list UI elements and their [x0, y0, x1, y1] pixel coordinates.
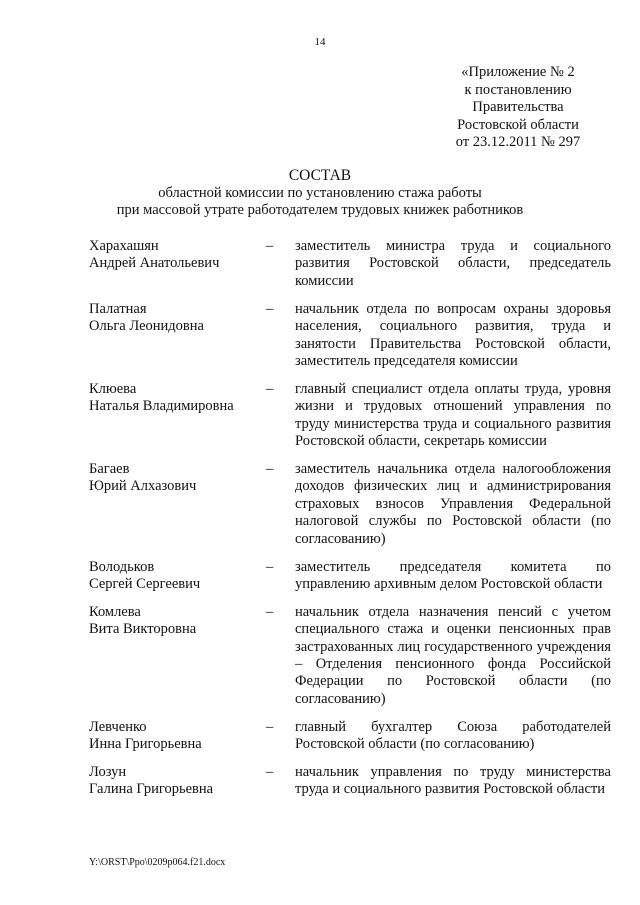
member-given-names: Инна Григорьевна: [89, 736, 202, 753]
member-position: заместитель начальника отдела налогообложения доходов физических лиц и администрирования страховых взносов Управления Федеральной налоговой службы по Ростовской области (по согласованию): [295, 460, 611, 547]
member-row: [89, 559, 611, 594]
appendix-header: [438, 64, 598, 152]
appendix-line: к постановлению: [464, 81, 572, 98]
member-name: [89, 381, 264, 451]
dash-separator: –: [266, 460, 274, 477]
dash-separator: –: [266, 238, 274, 254]
member-position: главный специалист отдела оплаты труда, уровня жизни и трудовых отношений управления по труду министерства труда и социального развития Ростовской области, секретарь комиссии: [295, 380, 611, 450]
member-surname: Комлева: [89, 603, 141, 620]
member-position: заместитель председателя комитета по управлению архивным делом Ростовской области: [295, 558, 611, 592]
title-block: [60, 166, 580, 219]
member-name: [89, 604, 264, 708]
member-given-names: Сергей Сергеевич: [89, 575, 201, 592]
member-row: [89, 764, 611, 799]
member-surname: Левченко: [89, 718, 147, 735]
member-given-names: Андрей Анатольевич: [89, 255, 220, 272]
appendix-line: Ростовской области: [457, 116, 579, 133]
member-name: [89, 461, 264, 548]
dash-separator: –: [266, 603, 274, 620]
member-row: [89, 381, 611, 451]
member-position: начальник управления по труду министерства труда и социального развития Ростовской области: [295, 764, 611, 798]
member-row: [89, 461, 611, 548]
dash-separator: –: [266, 764, 274, 781]
member-row: [89, 301, 611, 371]
member-surname: Багаев: [89, 460, 130, 477]
member-row: [89, 719, 611, 754]
dash-separator: –: [266, 380, 274, 397]
appendix-line: от 23.12.2011 № 297: [455, 134, 581, 150]
member-name: [89, 559, 264, 594]
dash-separator: –: [266, 718, 274, 735]
member-given-names: Галина Григорьевна: [89, 781, 214, 798]
member-surname: Харахашян: [89, 238, 159, 254]
member-position: начальник отдела назначения пенсий с учетом специального стажа и оценки пенсионных прав застрахованных лиц государственного учреждения – Отделения пенсионного фонда Российской Федерации по Ростовской области (по согласованию): [295, 603, 611, 707]
document-subtitle-line: областной комиссии по установлению стажа работы: [158, 185, 482, 201]
member-surname: Лозун: [89, 764, 127, 781]
page-number: 14: [314, 36, 326, 48]
member-surname: Володьков: [89, 558, 155, 575]
member-position: заместитель министра труда и социального развития Ростовской области, председатель комиссии: [295, 238, 611, 289]
member-given-names: Наталья Владимировна: [89, 398, 234, 415]
dash-separator: –: [266, 300, 274, 317]
appendix-line: «Приложение № 2: [461, 64, 575, 80]
member-name: [89, 238, 264, 290]
document-title: СОСТАВ: [288, 167, 352, 184]
member-position: начальник отдела по вопросам охраны здоровья населения, социального развития, труда и занятости Правительства Ростовской области, заместитель председателя комиссии: [295, 300, 611, 369]
dash-separator: –: [266, 558, 274, 575]
document-subtitle-line: при массовой утрате работодателем трудовых книжек работников: [116, 202, 524, 218]
member-row: [89, 238, 611, 290]
member-name: [89, 719, 264, 754]
member-row: [89, 604, 611, 708]
appendix-line: Правительства: [472, 99, 564, 115]
member-given-names: Ольга Леонидовна: [89, 318, 204, 335]
member-name: [89, 764, 264, 799]
member-surname: Клюева: [89, 380, 137, 397]
member-name: [89, 301, 264, 371]
commission-members-list: [89, 238, 611, 809]
member-given-names: Вита Викторовна: [89, 621, 197, 638]
member-surname: Палатная: [89, 300, 147, 317]
member-position: главный бухгалтер Союза работодателей Ростовской области (по согласованию): [295, 718, 611, 753]
file-path-footer: Y:\ORST\Ppo\0209p064.f21.docx: [89, 857, 226, 868]
member-given-names: Юрий Алхазович: [89, 478, 197, 495]
